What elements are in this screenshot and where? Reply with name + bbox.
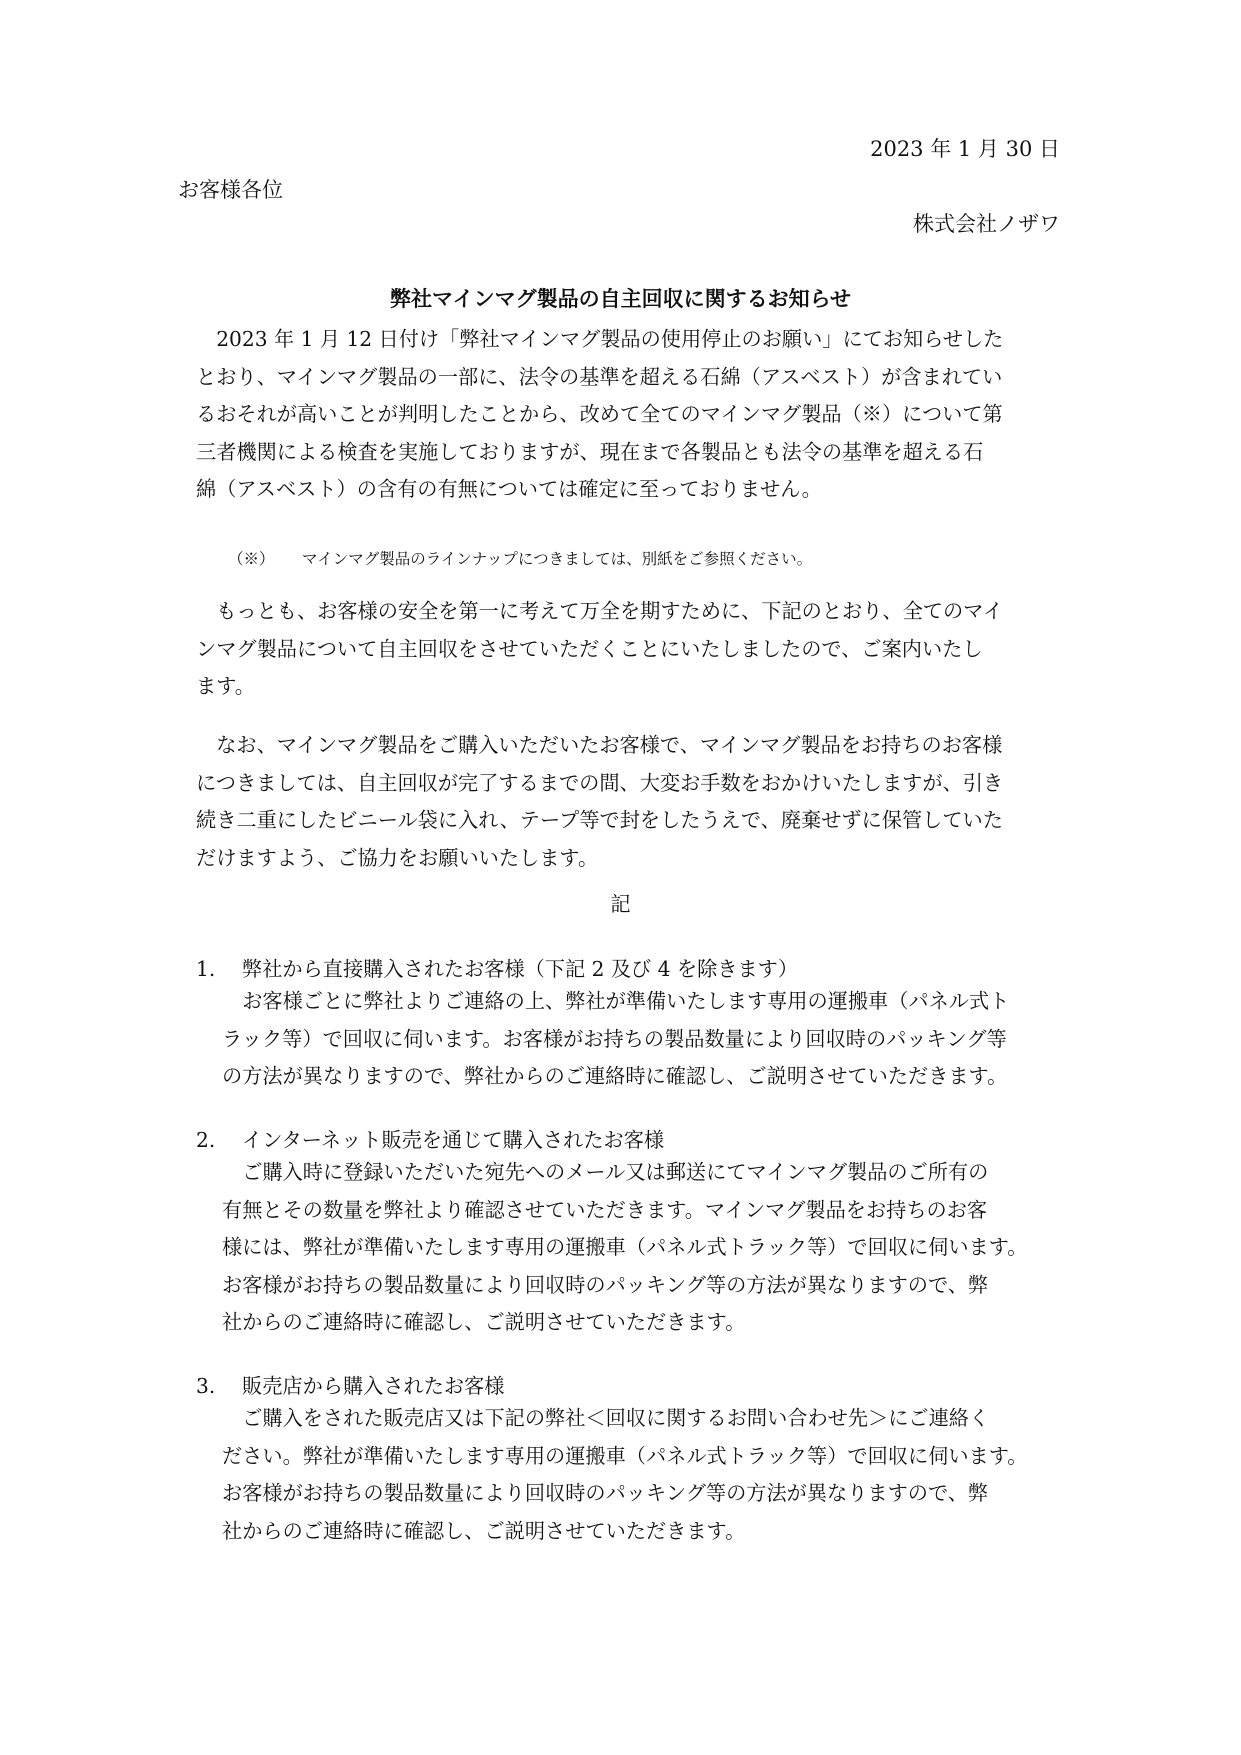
list-item-number: 1. <box>196 957 216 981</box>
list-item-1-body: お客様ごとに弊社よりご連絡の上、弊社が準備いたします専用の運搬車（パネル式ト ラック等）で回収に伺います。お客様がお持ちの製品数量により回収時のパッキング等 の方法が異なりますので、弊社からのご連絡時に確認し、ご説明させていただきます。 <box>222 989 1010 1088</box>
list-item-label: インターネット販売を通じて購入されたお客様 <box>242 1128 665 1152</box>
intro-paragraph: 2023 年 1 月 12 日付け「弊社マインマグ製品の使用停止のお願い」にてお知らせした とおり、マインマグ製品の一部に、法令の基準を超える石綿（アスベスト）が含まれてい るおそれが高いことが判明したことから、改めて全てのマインマグ製品（※）について第 三者機関による検査を実施しておりますが、現在まで各製品とも法令の基準を超える石 綿（アスベスト）の含有の有無については確定に至っておりません。 <box>196 327 1004 501</box>
footnote-text: マインマグ製品のラインナップにつきましては、別紙をご参照ください。 <box>302 550 813 568</box>
list-item-2-body: ご購入時に登録いただいた宛先へのメール又は郵送にてマインマグ製品のご所有の 有無とその数量を弊社より確認させていただきます。マインマグ製品をお持ちのお客 様には、弊社が準備いたします専用の運搬車（パネル式トラック等）で回収に伺います。 お客様がお持ちの製品数量により回収時のパッキング等の方法が異なりますので、弊 社からのご連絡時に確認し、ご説明させていただきます。 <box>222 1160 1028 1334</box>
list-item-number: 2. <box>196 1128 216 1152</box>
document-date: 2023 年 1 月 30 日 <box>870 137 1060 161</box>
document-title: 弊社マインマグ製品の自主回収に関するお知らせ <box>390 287 851 311</box>
addressee: お客様各位 <box>178 178 283 202</box>
list-item-label: 販売店から購入されたお客様 <box>242 1374 505 1398</box>
storage-request-paragraph: なお、マインマグ製品をご購入いただいたお客様で、マインマグ製品をお持ちのお客様 につきましては、自主回収が完了するまでの間、大変お手数をおかけいたしますが、引き 続き二重にしたビニール袋に入れ、テープ等で封をしたうえで、廃棄せずに保管していた だけますよう、ご協力をお願いいたします。 <box>196 733 1004 870</box>
sender-company: 株式会社ノザワ <box>913 212 1060 236</box>
footnote-mark: （※） <box>228 550 275 568</box>
recall-paragraph: もっとも、お客様の安全を第一に考えて万全を期すために、下記のとおり、全てのマイ ンマグ製品について自主回収をさせていただくことにいたしましたので、ご案内いたし ます。 <box>196 599 1004 698</box>
list-item-number: 3. <box>196 1374 216 1398</box>
list-item-3-body: ご購入をされた販売店又は下記の弊社＜回収に関するお問い合わせ先＞にご連絡く ださい。弊社が準備いたします専用の運搬車（パネル式トラック等）で回収に伺います。 お客様がお持ちの製品数量により回収時のパッキング等の方法が異なりますので、弊 社からのご連絡時に確認し、ご説明させていただきます。 <box>222 1406 1028 1543</box>
list-item-label: 弊社から直接購入されたお客様（下記 2 及び 4 を除きます） <box>242 957 799 981</box>
ki-heading: 記 <box>610 892 631 916</box>
